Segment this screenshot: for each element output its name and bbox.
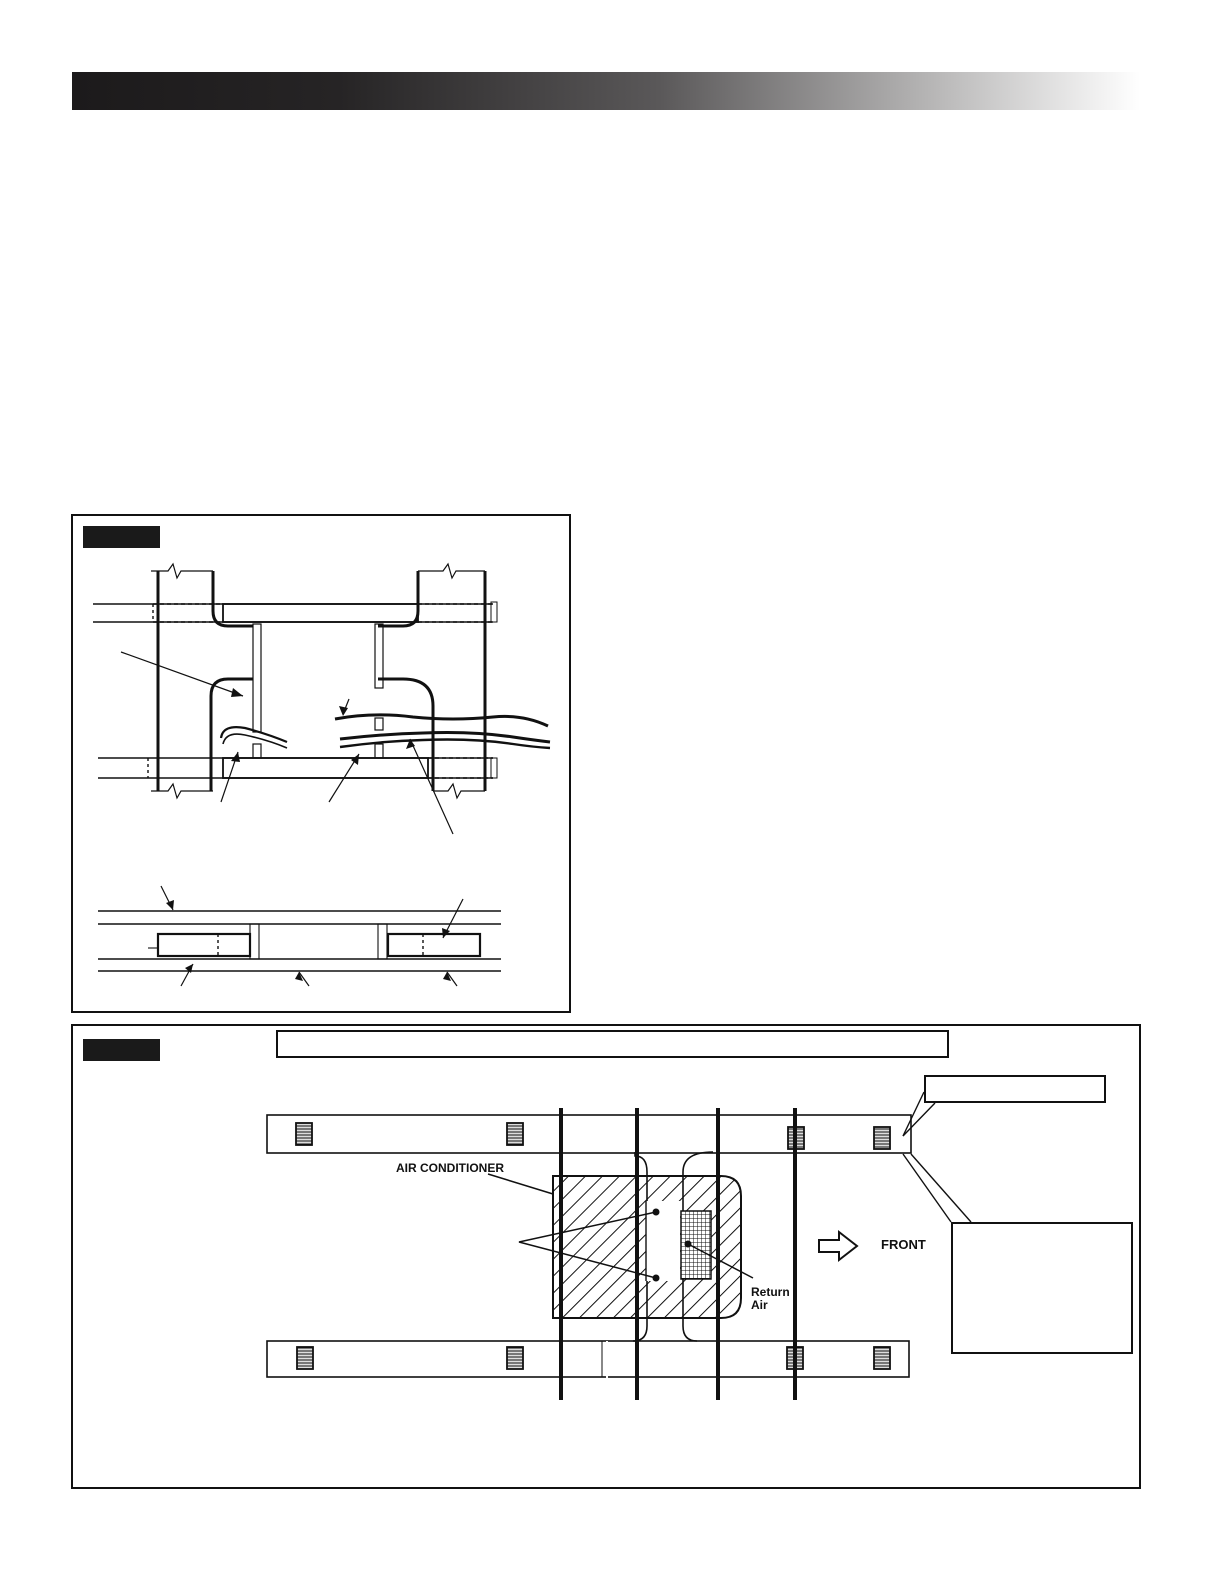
upper-crossover-box (223, 604, 418, 622)
right-flex-duct-upper (378, 571, 418, 626)
front-arrow-icon (819, 1232, 857, 1260)
return-air-label: Return (751, 1285, 790, 1299)
left-flex-duct-upper (213, 571, 253, 626)
register-lower-1 (297, 1347, 313, 1369)
lower-crossover-box (223, 758, 428, 778)
left-section-duct (158, 934, 250, 956)
floor-plan-drawing (73, 1026, 1143, 1491)
register-lower-2 (507, 1347, 523, 1369)
upper-main-duct (267, 1115, 911, 1153)
register-lower-4 (874, 1347, 890, 1369)
right-section-duct (388, 934, 480, 956)
upper-pipe (335, 715, 548, 726)
figure-crossover-detail (71, 514, 571, 1013)
register-upper-2 (507, 1123, 523, 1145)
crossover-drawing (73, 516, 573, 1015)
left-hanger-strap (253, 624, 261, 732)
figure-floor-plan (71, 1024, 1141, 1489)
return-air-label-2: Air (751, 1298, 768, 1312)
front-label: FRONT (881, 1237, 926, 1252)
section-header-bar (72, 72, 1140, 110)
register-upper-4 (874, 1127, 890, 1149)
lower-main-duct (267, 1341, 909, 1377)
lower-pipe-b (340, 740, 550, 749)
air-conditioner-label: AIR CONDITIONER (396, 1161, 504, 1175)
register-upper-1 (296, 1123, 312, 1145)
